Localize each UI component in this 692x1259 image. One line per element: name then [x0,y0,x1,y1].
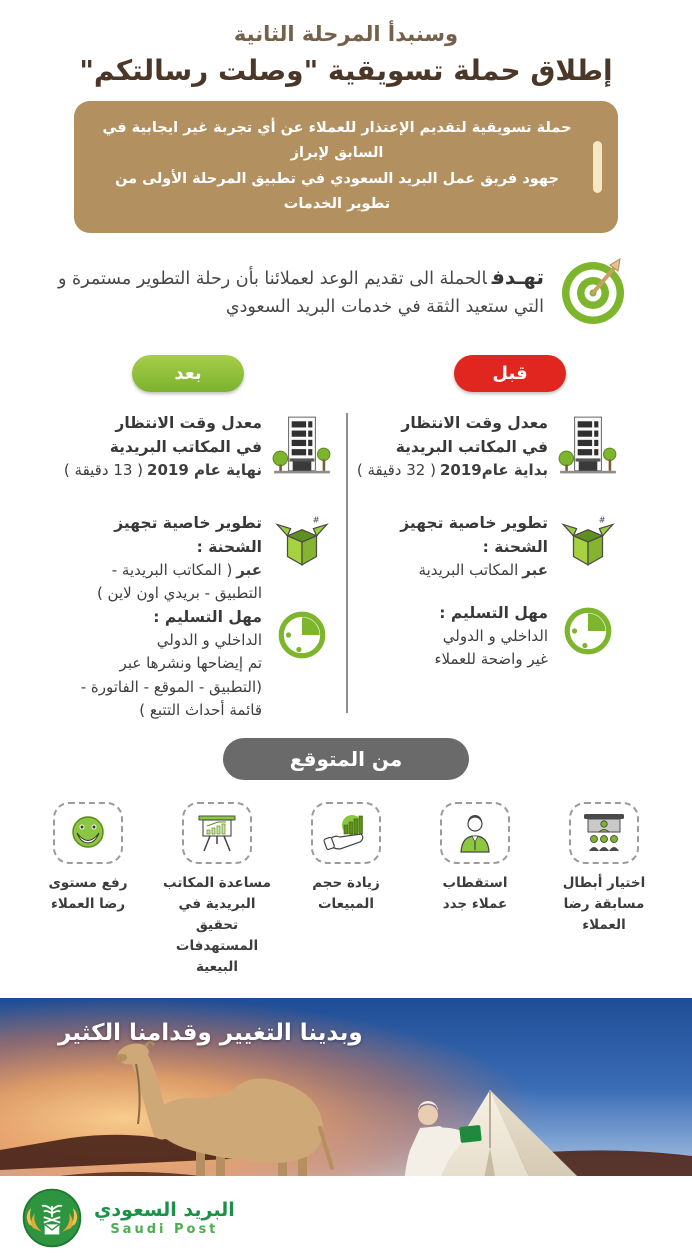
saudi-post-logo-icon [20,1186,84,1250]
caption-line: مساعدة المكاتب البريدية في [163,875,271,912]
detail-text: ( 32 دقيقة ) [356,460,436,479]
audience-screen-icon [569,802,639,864]
detail-line: غير واضحة للعملاء [434,649,548,668]
happy-face-icon [53,802,123,864]
feature-text [434,601,548,672]
feature-text [357,411,548,482]
expected-tiles [0,802,692,978]
detail-text: المكاتب البريدية [418,560,519,579]
tile-caption [49,873,128,915]
target-dart-icon [558,255,630,331]
header-subtitle: وسنبدأ المرحلة الثانية [233,22,459,46]
tile-office-targets [153,802,281,978]
detail-lead: عبر [236,560,262,579]
sales-growth-hand-icon [311,802,381,864]
feature-title-line: معدل وقت الانتظار [115,413,262,432]
detail-text: الداخلي و الدولي [156,631,262,650]
caption-line: تحقيق المستهدفات البيعية [175,916,259,975]
feature-title-line: في المكاتب البريدية [109,437,262,456]
after-delivery-terms [60,605,334,722]
detail-text: ( 13 دقيقة ) [63,460,144,479]
tile-caption [443,873,508,915]
presentation-board-icon [182,802,252,864]
feature-title-line: تطوير خاصية تجهيز الشحنة : [114,513,262,556]
before-after-labels [0,355,692,393]
brand-text [94,1199,235,1237]
accent-bar [593,141,602,193]
caption-line: عملاء جدد [442,895,508,912]
after-wait-time [60,411,334,511]
feature-title-line: في المكاتب البريدية [395,437,548,456]
before-shipment-prep [346,511,620,601]
tile-caption [312,873,380,915]
goal-body: الحملة الى تقديم الوعد لعملائنا بأن رحلة التطوير مستمرة و التي ستعيد الثقة في خدمات البريد السعودي [58,268,544,317]
feature-text [60,511,262,606]
feature-detail [81,629,262,652]
campaign-intro-box [74,101,618,233]
feature-text [346,511,548,582]
feature-detail [434,625,548,648]
detail-text: ( المكاتب البريدية - [111,560,233,579]
feature-title-line: مهل التسليم : [153,608,262,627]
intro-line: جهود فريق عمل البريد السعودي في تطبيق المرحلة الأولى من تطوير الخدمات [115,170,559,213]
feature-title-line: تطوير خاصية تجهيز الشحنة : [400,513,548,556]
tile-champions [540,802,668,978]
waiting-time-clock-icon [270,605,334,663]
detail-lead: عبر [522,560,548,579]
tile-new-customers [411,802,539,978]
before-delivery-terms [346,601,620,711]
caption-line: استقطاب [442,875,508,892]
comparison-section [0,411,692,723]
new-customer-person-icon [440,802,510,864]
brand-name-arabic: البريد السعودي [94,1199,235,1221]
caption-line: المبيعات [317,895,375,912]
photo-caption: وبدينا التغيير وقدامنا الكثير [58,1019,363,1046]
after-shipment-prep [60,511,334,606]
open-parcel-box-icon [270,511,334,567]
svg-text:#: # [598,513,606,524]
goal-section [0,233,692,331]
detail-lead: بداية عام2019 [439,460,548,479]
footer [0,1176,692,1259]
svg-text:#: # [312,513,320,524]
waiting-time-clock-icon [556,601,620,659]
caption-line: اختيار أبطال [562,875,646,892]
tile-caption [540,873,668,936]
post-office-building-icon [556,411,620,477]
post-office-building-icon [270,411,334,477]
tile-caption [153,873,281,978]
tile-satisfaction [24,802,152,978]
after-column [60,411,346,723]
feature-text [64,411,262,482]
detail-lead: نهاية عام 2019 [147,460,262,479]
caption-line: رفع مستوى [48,875,128,892]
tile-sales-volume [282,802,410,978]
feature-detail [346,559,548,582]
feature-detail [60,559,262,582]
feature-title-line: مهل التسليم : [439,603,548,622]
goal-text [54,255,544,322]
saudi-post-brand [20,1186,235,1250]
expected-label-pill: من المتوقع [223,738,469,780]
open-parcel-box-icon [556,511,620,567]
goal-lead-word: تهـدف [491,264,544,289]
before-pill: قبل [454,355,566,392]
detail-text: الداخلي و الدولي [442,626,548,645]
detail-line: تم إيضاحها ونشرها عبر [119,654,262,673]
before-wait-time [346,411,620,511]
intro-line: حملة تسويقية لتقديم الإعتذار للعملاء عن أي تجربة غير ايجابية في السابق لإبراز [102,120,572,162]
feature-detail [64,459,262,482]
caption-line: رضا العملاء [50,895,126,912]
column-divider [346,413,348,713]
caption-line: زيادة حجم [312,875,380,892]
detail-line: التطبيق - بريدي اون لاين ) [96,583,262,602]
after-pill: بعد [132,355,244,392]
detail-line: (التطبيق - الموقع - الفاتورة - [80,677,262,696]
feature-title-line: معدل وقت الانتظار [401,413,548,432]
before-column [346,411,632,723]
feature-text [81,605,262,722]
header [0,0,692,87]
feature-detail [357,459,548,482]
brand-name-english: Saudi Post [110,1222,219,1237]
detail-line: قائمة أحداث التتبع ) [139,700,262,719]
page-title: إطلاق حملة تسويقية "وصلت رسالتكم" [79,54,613,87]
caption-line: مسابقة رضا العملاء [563,895,645,933]
